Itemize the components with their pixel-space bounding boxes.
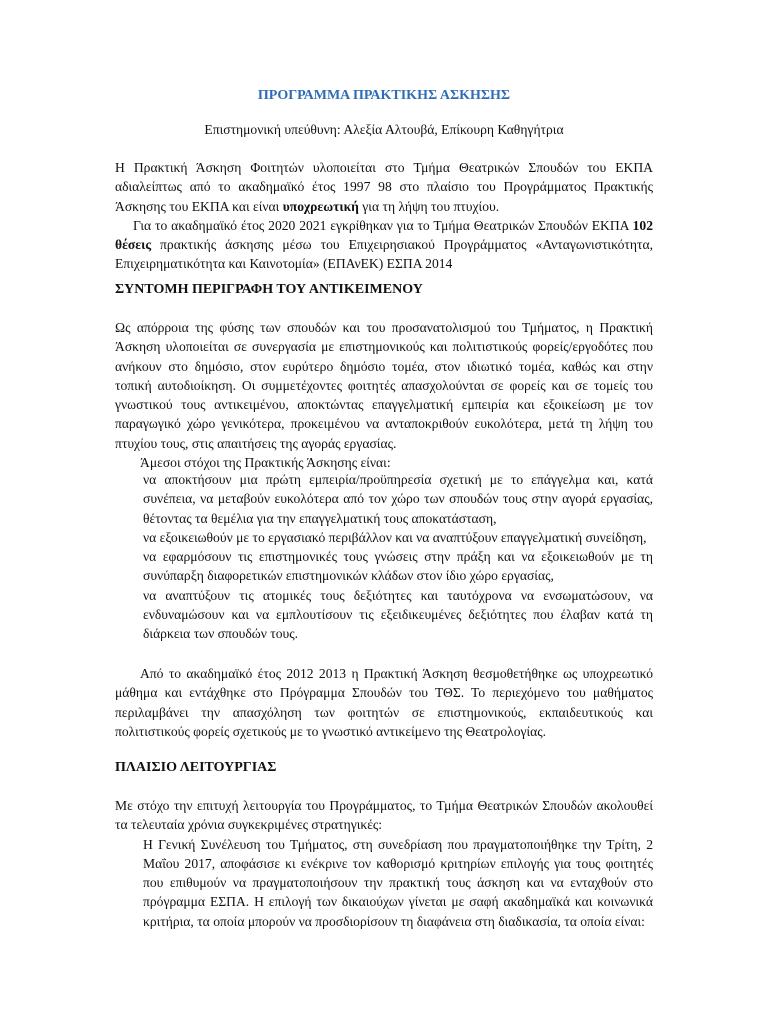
document-title: ΠΡΟΓΡΑΜΜΑ ΠΡΑΚΤΙΚΗΣ ΑΣΚΗΣΗΣ — [257, 88, 511, 103]
mandatory-course-paragraph-block — [115, 664, 653, 741]
section-framework-body — [115, 796, 653, 931]
intro-paragraph-1: Η Πρακτική Άσκηση Φοιτητών υλοποιείται στο Τμήμα Θεατρικών Σπουδών του ΕΚΠΑ αδιαλείπτως από το ακαδημαϊκό έτος 1997 98 στο πλαίσιο του Προγράμματος Πρακτικής Άσκησης του ΕΚΠΑ και είναι υποχρεωτική για τη λήψη του πτυχίου. — [115, 160, 653, 214]
section-framework — [115, 758, 653, 777]
mandatory-course-paragraph: Από το ακαδημαϊκό έτος 2012 2013 η Πρακτική Άσκηση θεσμοθετήθηκε ως υποχρεωτικό μάθημα και εντάχθηκε στο Πρόγραμμα Σπουδών του ΤΘΣ. Το περιεχόμενο του μαθήματος περιλαμβάνει την απασχόληση των φοιτητών σε επιστημονικούς, εκπαιδευτικούς και πολιτιστικούς φορείς σχετικούς με το γνωστικό αντικείμενο της Θεατρολογίας. — [115, 666, 653, 739]
goal-item: να αναπτύξουν τις ατομικές τους δεξιότητες και ταυτόχρονα να ενσωματώσουν, να ενδυναμώσουν και να εμπλουτίσουν τις εξειδικευμένες δεξιότητες που έλαβαν κατά τη διάρκεια των σπουδών τους. — [143, 587, 653, 642]
framework-paragraph-1: Με στόχο την επιτυχή λειτουργία του Προγράμματος, το Τμήμα Θεατρικών Σπουδών ακολουθεί τα τελευταία χρόνια συγκεκριμένες στρατηγικές: — [115, 798, 653, 833]
description-paragraph: Ως απόρροια της φύσης των σπουδών και του προσανατολισμού του Τμήματος, η Πρακτική Άσκηση υλοποιείται σε συνεργασία με επιστημονικούς και πολιτιστικούς φορείς/εργοδότες που ανήκουν στο δημόσιο, στον ευρύτερο δημόσιο τομέα, στον ιδιωτικό τομέα, καθώς και στην τοπική αυτοδιοίκηση. Οι συμμετέχοντες φοιτητές απασχολούνται σε φορείς και σε τομείς του γνωστικού τους αντικειμένου, αποκτώντας επαγγελματική εμπειρία και εξοικείωση με τον παραγωγικό χώρο γενικότερα, προκειμένου να ανταποκριθούν ευκολότερα, μετά τη λήψη του πτυχίου τους, στις απαιτήσεις της αγοράς εργασίας. — [115, 320, 653, 451]
intro-paragraph-2: Για το ακαδημαϊκό έτος 2020 2021 εγκρίθηκαν για το Τμήμα Θεατρικών Σπουδών ΕΚΠΑ 102 θέσεις πρακτικής άσκησης μέσω του Επιχειρησιακού Προγράμματος «Ανταγωνιστικότητα, Επιχειρηματικότητα και Καινοτομία» (ΕΠΑνΕΚ) ΕΣΠΑ 2014 — [115, 217, 653, 272]
goal-item: να εξοικειωθούν με το εργασιακό περιβάλλον και να αναπτύξουν επαγγελματική συνείδηση, — [143, 529, 647, 545]
goals-list — [115, 470, 653, 644]
document-subtitle: Επιστημονική υπεύθυνη: Αλεξία Αλτουβά, Επίκουρη Καθηγήτρια — [204, 122, 564, 137]
section-description-body — [115, 318, 653, 472]
section-description — [115, 280, 653, 299]
goals-intro: Άμεσοι στόχοι της Πρακτικής Άσκησης είναι: — [140, 455, 391, 471]
goal-item: να εφαρμόσουν τις επιστημονικές τους γνώσεις στην πράξη και να εξοικειωθούν με τη συνύπαρξη διαφορετικών επιστημονικών κλάδων στον ίδιο χώρο εργασίας, — [143, 549, 653, 584]
goal-item: να αποκτήσουν μια πρώτη εμπειρία/προϋπηρεσία σχετική με το επάγγελμα και, κατά συνέπεια, να μεταβούν ευκολότερα από τον χώρο των σπουδών τους στην αγορά εργασίας, θέτοντας τα θεμέλια για την επαγγελματική τους αποκατάσταση, — [143, 472, 653, 526]
section-description-heading: ΣΥΝΤΟΜΗ ΠΕΡΙΓΡΑΦΗ ΤΟΥ ΑΝΤΙΚΕΙΜΕΝΟΥ — [115, 282, 423, 297]
intro-section — [115, 158, 653, 274]
section-framework-heading: ΠΛΑΙΣΙΟ ΛΕΙΤΟΥΡΓΙΑΣ — [115, 760, 277, 775]
framework-paragraph-2: Η Γενική Συνέλευση του Τμήματος, στη συνεδρίαση που πραγματοποιήθηκε την Τρίτη, 2 Μαΐου 2017, αποφάσισε κι ενέκρινε τον καθορισμό κριτηρίων επιλογής για τους φοιτητές που επιθυμούν να πραγματοποιήσουν την πρακτική τους άσκηση και να ενταχθούν στο πρόγραμμα ΕΣΠΑ. Η επιλογή των δικαιούχων γίνεται με σαφή ακαδημαϊκά και κοινωνικά κριτήρια, τα οποία μπορούν να προσδιορίσουν τη διαφάνεια στη διαδικασία, τα οποία είναι: — [143, 836, 653, 929]
